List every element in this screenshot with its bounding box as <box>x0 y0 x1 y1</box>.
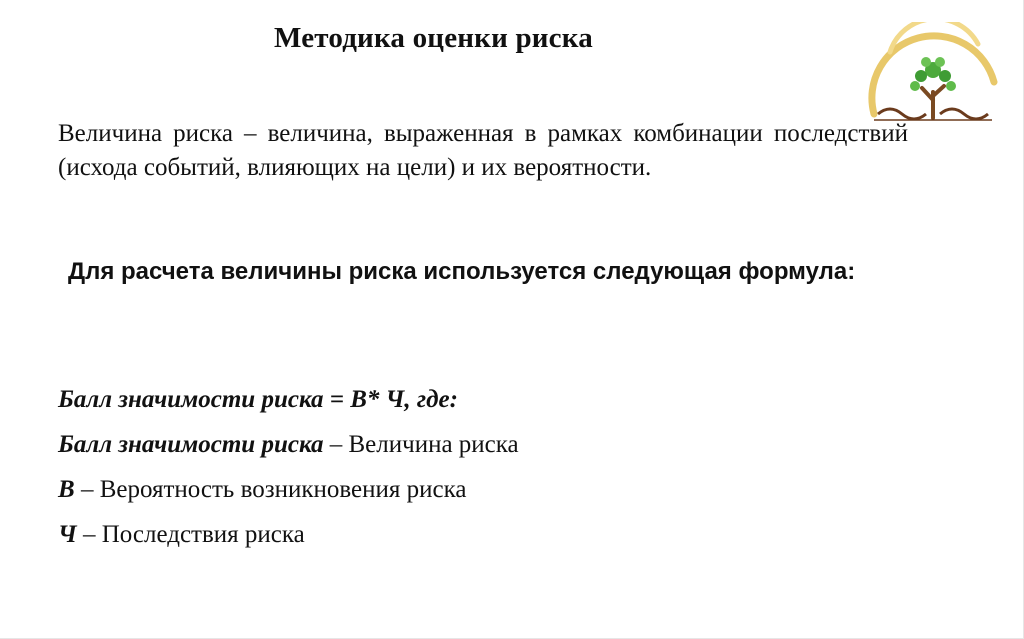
formula-def-score: – Величина риска <box>329 431 519 458</box>
risk-definition: Величина риска – величина, выраженная в рамках комбинации последствий (исхода событий, влияющих на цели) и их вероятности. <box>58 120 908 181</box>
formula-def-consequences: – Последствия риска <box>76 521 305 548</box>
formula-term-score: Балл значимости риска <box>58 431 330 458</box>
formula-term-consequences: Ч <box>58 521 77 548</box>
formula-equation <box>58 384 758 415</box>
slide-title: Методика оценки риска <box>274 22 593 54</box>
organization-logo <box>860 22 1006 130</box>
formula-term-probability: В <box>58 476 75 503</box>
formula-legend-consequences <box>58 519 758 550</box>
formula-legend-probability <box>58 474 758 505</box>
formula-block <box>58 384 758 564</box>
formula-def-probability: – Вероятность возникновения риска <box>74 476 467 503</box>
logo-tree-leaves <box>910 57 956 91</box>
formula-legend-score <box>58 429 758 460</box>
formula-heading: Для расчета величины риска используется следующая формула: <box>68 258 856 285</box>
formula-equation-text: Балл значимости риска = В* Ч, где: <box>58 386 458 413</box>
